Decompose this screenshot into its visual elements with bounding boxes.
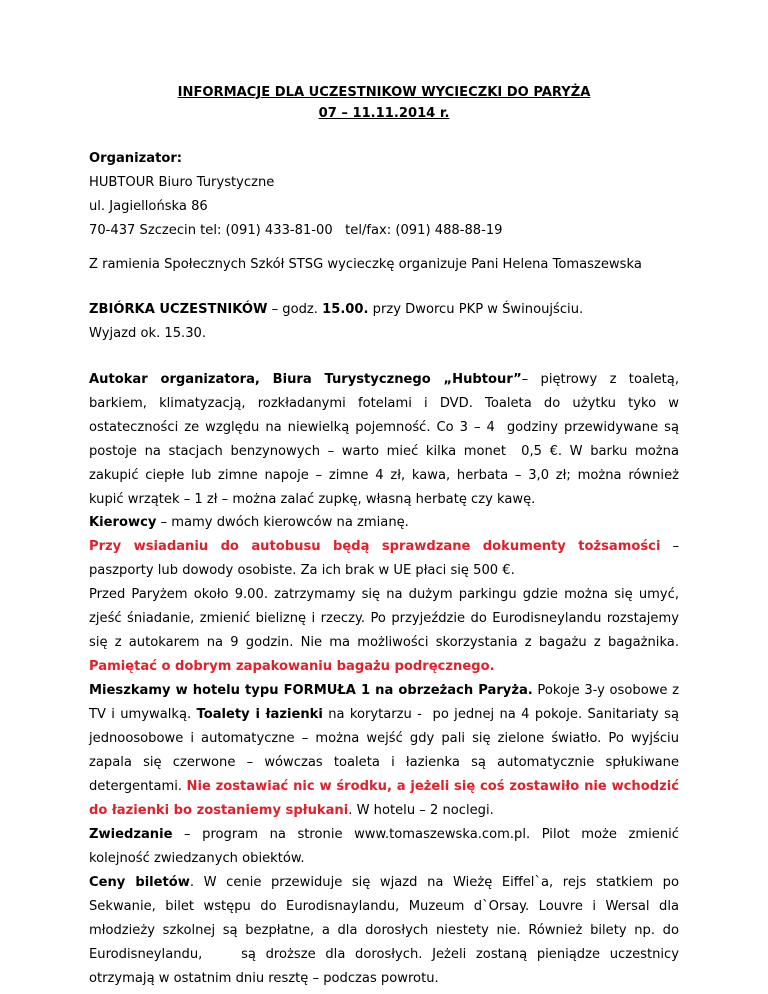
tickets-line-2: Sekwanie, bilet wstępu do Eurodisnaylandu, Muzeum d`Orsay. Louvre i Wersal dla xyxy=(89,899,679,914)
documents-warning: Przy wsiadaniu do autobusu będą sprawdzane dokumenty tożsamości xyxy=(89,539,661,554)
gathering-label: ZBIÓRKA UCZESTNIKÓW xyxy=(89,302,268,317)
gathering-text-1: – godz. xyxy=(267,302,323,317)
bus-line-6: kupić wrzątek – 1 zł – można zalać zupkę, własną herbatę czy kawę. xyxy=(89,492,536,507)
sightseeing-line-1 xyxy=(89,827,679,842)
sightseeing-label: Zwiedzanie xyxy=(89,827,173,842)
tickets-line-5: otrzymają w ostatnim dniu resztę – podczas powrotu. xyxy=(89,971,439,986)
paris-stop-line-2: zjeść śniadanie, zmienić bieliznę i rzeczy. Po przyjeździe do Eurodisneylandu rozstajemy xyxy=(89,611,679,626)
documents-line-2: paszporty lub dowody osobiste. Za ich brak w UE płaci się 500 €. xyxy=(89,563,515,578)
tickets-line-3: młodzieży szkolnej są bezpłatne, a dla dorosłych niestety nie. Również bilety np. do xyxy=(89,923,679,938)
drivers-line xyxy=(89,515,409,530)
hotel-text-2a: TV i umywalką. xyxy=(89,707,197,722)
drivers-label: Kierowcy xyxy=(89,515,157,530)
sightseeing-text: – program na stronie www.tomaszewska.com.pl. Pilot może zmienić xyxy=(172,827,679,842)
gathering-time: 15.00. xyxy=(322,302,369,317)
hotel-line-3: jednoosobowe i automatyczne – można wejść gdy pali się zielone światło. Po wyjściu xyxy=(89,731,679,746)
hotel-text-1: Pokoje 3-y osobowe z xyxy=(532,683,680,698)
documents-dash: – xyxy=(660,539,679,554)
departure-time: Wyjazd ok. 15.30. xyxy=(89,326,207,341)
bus-text-1: – piętrowy z toaletą, xyxy=(521,372,679,387)
bus-line-5: zakupić ciepłe lub zimne napoje – zimne 4 zł, kawa, herbata – 3,0 zł; można również xyxy=(89,468,679,483)
organizer-street: ul. Jagiellońska 86 xyxy=(89,199,208,214)
luggage-note: Pamiętać o dobrym zapakowaniu bagażu podręcznego. xyxy=(89,659,495,674)
documents-line-1 xyxy=(89,539,679,554)
bus-line-1 xyxy=(89,372,679,387)
sightseeing-line-2: kolejność zwiedzanych obiektów. xyxy=(89,851,305,866)
bus-line-3: ostateczności ze względu na niewielką pojemność. Co 3 – 4 godziny przewidywane są xyxy=(89,420,679,435)
hotel-warning-2: do łazienki bo zostaniemy spłukani xyxy=(89,803,349,818)
hotel-text-5a: detergentami. xyxy=(89,779,187,794)
tickets-line-4: Eurodisneylandu, są droższe dla dorosłych. Jeżeli zostaną pieniądze uczestnicy xyxy=(89,947,679,962)
organizer-name: HUBTOUR Biuro Turystyczne xyxy=(89,175,275,190)
hotel-text-6b: . W hotelu – 2 noclegi. xyxy=(348,803,494,818)
hotel-line-1 xyxy=(89,683,679,698)
tickets-text-1: . W cenie przewiduje się wjazd na Wieżę Eiffel`a, rejs statkiem po xyxy=(189,875,679,890)
gathering-line xyxy=(89,302,583,317)
tickets-line-1 xyxy=(89,875,679,890)
hotel-line-4: zapala się czerwone – wówczas toaleta i łazienka są automatycznie spłukiwane xyxy=(89,755,679,770)
hotel-line-5 xyxy=(89,779,679,794)
gathering-text-2: przy Dworcu PKP w Świnoujściu. xyxy=(368,302,584,317)
hotel-warning-1: Nie zostawiać nic w środku, a jeżeli się coś zostawiło nie wchodzić xyxy=(186,779,679,794)
hotel-text-2c: na korytarzu - po jednej na 4 pokoje. Sanitariaty są xyxy=(322,707,679,722)
intro-paragraph: Z ramienia Społecznych Szkół STSG wycieczkę organizuje Pani Helena Tomaszewska xyxy=(89,257,642,272)
paris-stop-line-3: się z autokarem na 9 godzin. Nie ma możliwości skorzystania z bagażu z bagażnika. xyxy=(89,635,679,650)
bus-line-4: postoje na stacjach benzynowych – warto mieć kilka monet 0,5 €. W barku można xyxy=(89,444,679,459)
bus-heading: Autokar organizatora, Biura Turystycznego „Hubtour” xyxy=(89,372,522,387)
hotel-toilets-label: Toalety i łazienki xyxy=(196,707,323,722)
organizer-contact: 70-437 Szczecin tel: (091) 433-81-00 tel/fax: (091) 488-88-19 xyxy=(89,223,503,238)
document-date: 07 – 11.11.2014 r. xyxy=(318,106,450,121)
bus-line-2: barkiem, klimatyzacją, rozkładanymi fotelami i DVD. Toaleta do użytku tyko w xyxy=(89,396,679,411)
hotel-heading: Mieszkamy w hotelu typu FORMUŁA 1 na obrzeżach Paryża. xyxy=(89,683,533,698)
organizer-heading: Organizator: xyxy=(89,151,183,166)
document-title: INFORMACJE DLA UCZESTNIKOW WYCIECZKI DO PARYŻA xyxy=(177,85,591,100)
drivers-text: – mamy dwóch kierowców na zmianę. xyxy=(156,515,409,530)
hotel-line-2 xyxy=(89,707,679,722)
tickets-label: Ceny biletów xyxy=(89,875,190,890)
hotel-line-6 xyxy=(89,803,494,818)
paris-stop-line-1: Przed Paryżem około 9.00. zatrzymamy się na dużym parkingu gdzie można się umyć, xyxy=(89,587,679,602)
